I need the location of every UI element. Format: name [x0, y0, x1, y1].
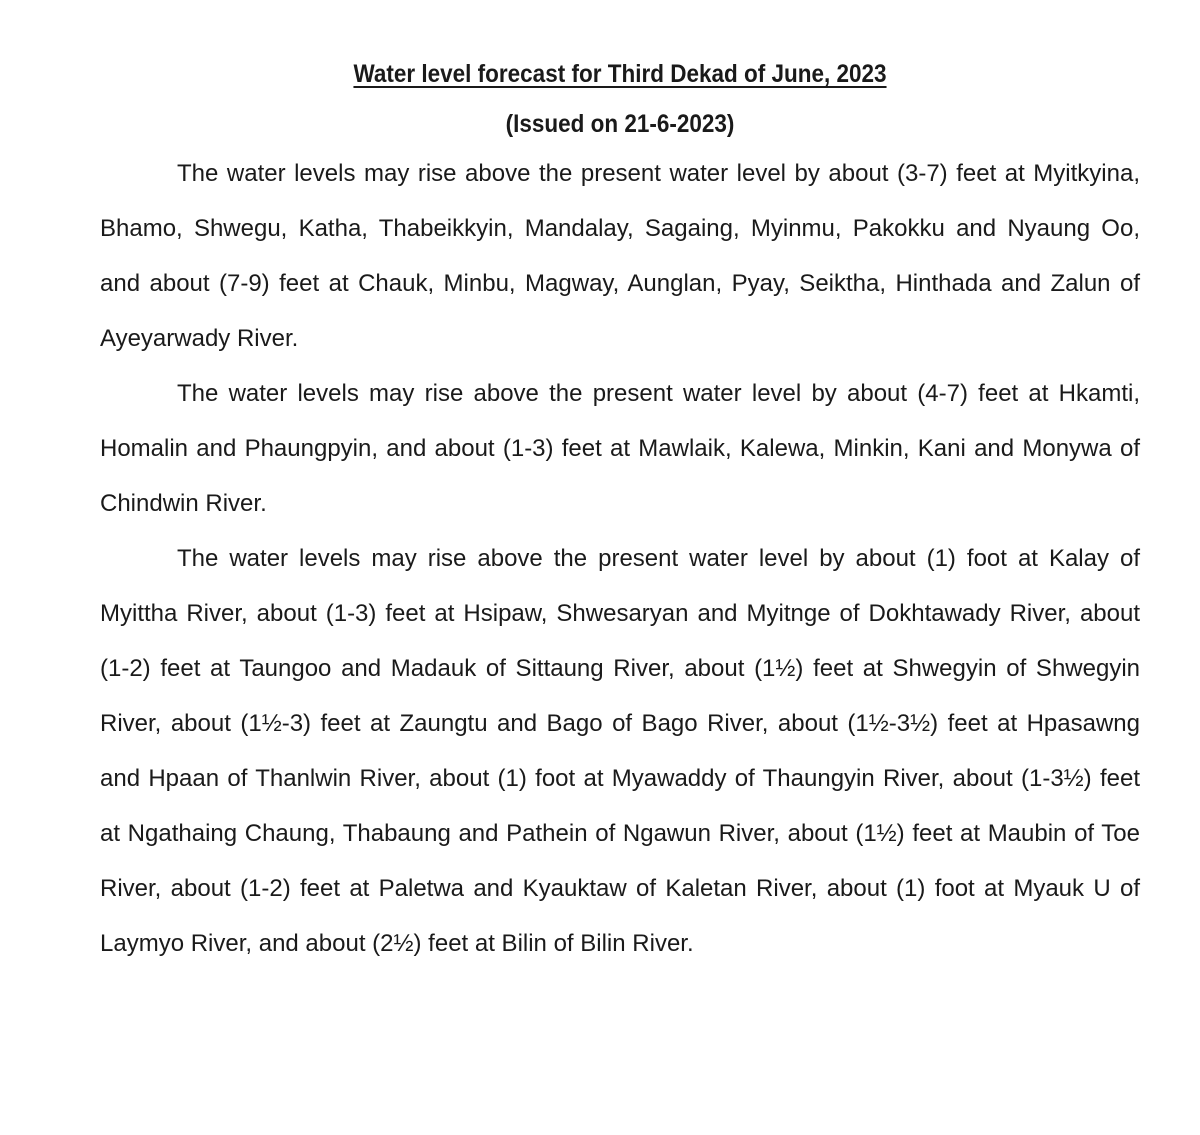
- paragraph-ayeyarwady: The water levels may rise above the present water level by about (3-7) feet at Myitkyina, Bhamo, Shwegu, Katha, Thabeikkyin, Mandalay, Sagaing, Myinmu, Pakokku and Nyaung Oo, and about (7-9) feet at Chauk, Minbu, Magway, Aunglan, Pyay, Seiktha, Hinthada and Zalun of Ayeyarwady River.: [100, 160, 1140, 352]
- paragraph-other-rivers: The water levels may rise above the present water level by about (1) foot at Kalay of Myittha River, about (1-3) feet at Hsipaw, Shwesaryan and Myitnge of Dokhtawady River, about (1-2) feet at Taungoo and Madauk of Sittaung River, about (1½) feet at Shwegyin of Shwegyin River, about (1½-3) feet at Zaungtu and Bago of Bago River, about (1½-3½) feet at Hpasawng and Hpaan of Thanlwin River, about (1) foot at Myawaddy of Thaungyin River, about (1-3½) feet at Ngathaing Chaung, Thabaung and Pathein of Ngawun River, about (1½) feet at Maubin of Toe River, about (1-2) feet at Paletwa and Kyauktaw of Kaletan River, about (1) foot at Myauk U of Laymyo River, and about (2½) feet at Bilin of Bilin River.: [100, 545, 1140, 957]
- document-page: [100, 52, 1140, 971]
- paragraph-chindwin: The water levels may rise above the present water level by about (4-7) feet at Hkamti, Homalin and Phaungpyin, and about (1-3) feet at Mawlaik, Kalewa, Minkin, Kani and Monywa of Chindwin River.: [100, 380, 1140, 517]
- document-title: Water level forecast for Third Dekad of June, 2023: [353, 60, 887, 88]
- issued-date: (Issued on 21-6-2023): [505, 110, 735, 138]
